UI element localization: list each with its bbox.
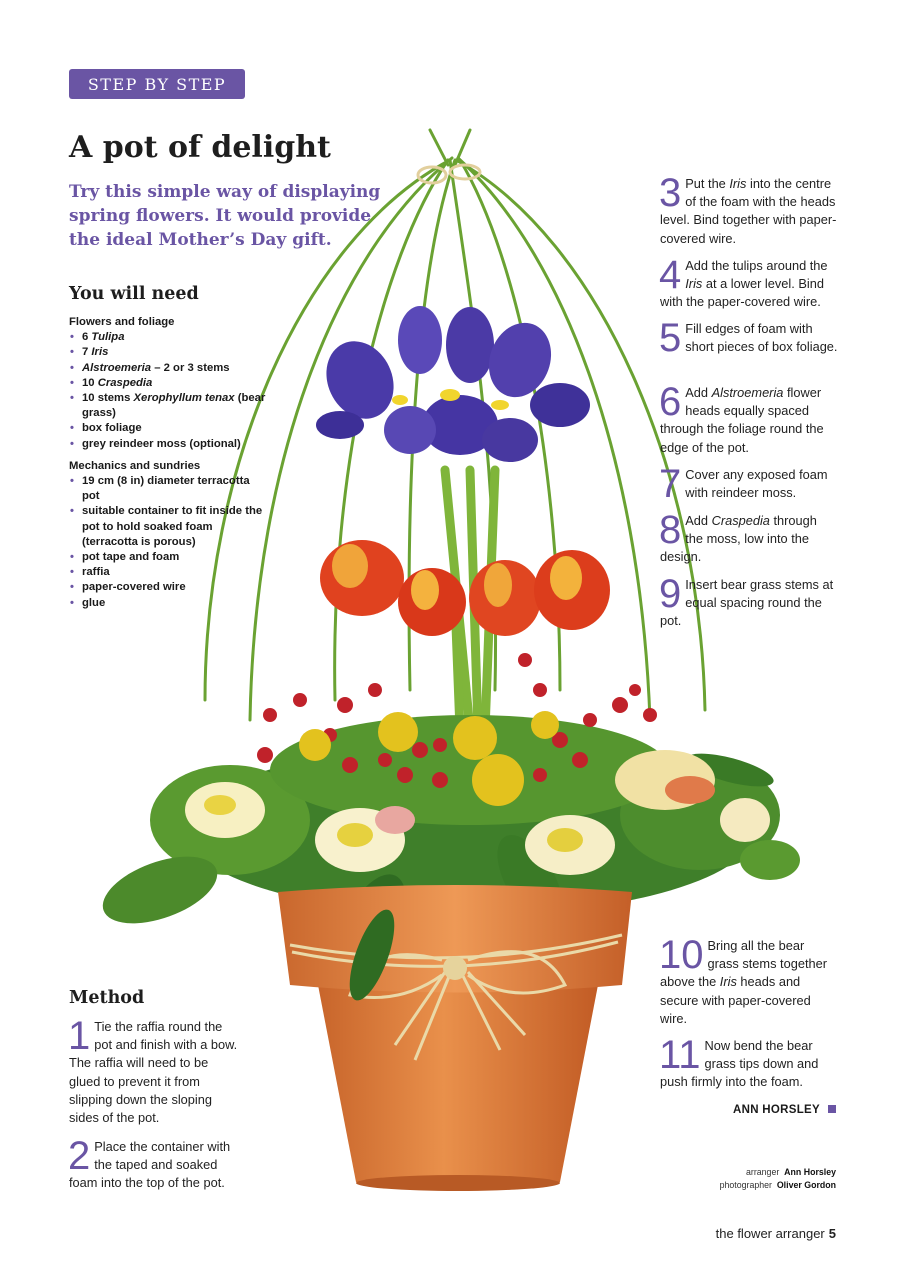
materials-item: [69, 474, 269, 504]
italic-text: Iris: [729, 176, 747, 191]
text: (bear grass): [82, 392, 266, 420]
step-number: 4: [659, 253, 682, 297]
step-number: 3: [659, 171, 682, 215]
step-number: 10: [659, 933, 704, 977]
method-step: [659, 462, 838, 506]
materials-item: [69, 330, 269, 345]
text: Bring all the bear grass stems together above the: [660, 938, 827, 990]
text: Cover any exposed foam with reindeer moss.: [685, 467, 828, 501]
text: suitable container to fit inside the pot to hold soaked foam (terracotta is porous): [82, 505, 263, 548]
method-step: [659, 572, 838, 631]
materials-group-list: [69, 330, 269, 452]
text: paper-covered wire: [82, 581, 186, 594]
text: Place the container with the taped and soaked foam into the top of the pot.: [69, 1139, 231, 1191]
text: pot tape and foam: [82, 551, 180, 564]
step-number: 8: [659, 508, 682, 552]
method-heading: Method: [69, 988, 145, 1008]
italic-text: Tulipa: [91, 331, 125, 344]
you-will-need-heading: You will need: [69, 284, 199, 304]
method-step: [659, 171, 838, 248]
step-number: 6: [659, 380, 682, 424]
method-step: [659, 508, 838, 567]
step-number: 1: [68, 1014, 91, 1058]
method-step: [659, 380, 838, 457]
section-tag: STEP BY STEP: [69, 69, 245, 99]
text: 7: [82, 346, 92, 359]
materials-item: [69, 580, 269, 595]
text: heads and secure with paper-covered wire.: [660, 974, 811, 1026]
terracotta-pot: [278, 885, 632, 1191]
step-number: 11: [659, 1033, 701, 1077]
method-step: [659, 316, 838, 360]
materials-list: [69, 315, 269, 618]
italic-text: Xerophyllum tenax: [133, 392, 235, 405]
materials-item: [69, 391, 269, 421]
text: box foliage: [82, 422, 142, 435]
article-lede: Try this simple way of displaying spring flowers. It would provide the ideal Mother’s Day gift.: [69, 182, 381, 250]
materials-item: [69, 565, 269, 580]
text: grey reindeer moss (optional): [82, 437, 241, 450]
materials-group-heading: Flowers and foliage: [69, 316, 175, 328]
method-step: [68, 1014, 241, 1127]
italic-text: Alstroemeria: [82, 361, 152, 374]
article-title: A pot of delight: [69, 130, 331, 165]
text: glue: [82, 596, 106, 609]
page-footer: the flower arranger 5: [715, 1226, 836, 1241]
step-number: 2: [68, 1134, 91, 1178]
text: into the centre of the foam with the heads level. Bind together with paper-covered wire.: [660, 176, 837, 246]
materials-item: [69, 437, 269, 452]
method-step: [659, 1033, 838, 1092]
text: – 2 or 3 stems: [151, 361, 230, 374]
text: through the moss, low into the design.: [660, 513, 817, 565]
italic-text: Iris: [91, 346, 109, 359]
step-number: 5: [659, 316, 682, 360]
iris-flowers: [314, 306, 590, 462]
text: Insert bear grass stems at equal spacing round the pot.: [660, 577, 834, 629]
materials-item: [69, 550, 269, 565]
italic-text: Craspedia: [97, 376, 153, 389]
italic-text: Craspedia: [711, 513, 770, 528]
byline: ANN HORSLEY: [733, 1104, 836, 1116]
italic-text: Iris: [719, 974, 737, 990]
materials-item: [69, 361, 269, 376]
text: Add: [685, 385, 712, 400]
text: Tie the raffia round the pot and finish with a bow. The raffia will need to be glued to prevent it from slipping down the sloping sides of the pot.: [69, 1019, 238, 1126]
byline-square-icon: [828, 1105, 836, 1113]
text: 10: [82, 376, 98, 389]
text: Now bend the bear grass tips down and push firmly into the foam.: [660, 1038, 819, 1090]
italic-text: Alstroemeria: [711, 385, 784, 400]
text: Add the tulips around the: [685, 258, 828, 273]
text: Put the: [685, 176, 730, 191]
materials-item: [69, 345, 269, 360]
text: Fill edges of foam with short pieces of box foliage.: [685, 321, 838, 355]
text: flower heads equally spaced through the foliage round the edge of the pot.: [660, 385, 824, 455]
method-step: [68, 1134, 241, 1193]
tulip-flowers: [320, 540, 610, 636]
materials-group-list: [69, 474, 269, 611]
materials-item: [69, 504, 269, 550]
materials-item: [69, 376, 269, 391]
materials-group-heading: Mechanics and sundries: [69, 459, 201, 472]
photo-credits: arranger Ann Horsley photographer Oliver Gordon: [719, 1167, 836, 1190]
text: 6: [82, 331, 92, 344]
italic-text: Iris: [685, 276, 703, 292]
method-step: [659, 253, 838, 312]
text: Add: [685, 513, 712, 528]
text: at a lower level. Bind with the paper-covered wire.: [660, 276, 824, 310]
step-number: 7: [659, 462, 682, 506]
text: raffia: [82, 566, 110, 579]
text: 19 cm (8 in) diameter terracotta pot: [82, 475, 250, 503]
materials-item: [69, 596, 269, 611]
method-step: [659, 933, 838, 1028]
text: 10 stems: [82, 392, 134, 405]
materials-item: [69, 421, 269, 436]
step-number: 9: [659, 572, 682, 616]
